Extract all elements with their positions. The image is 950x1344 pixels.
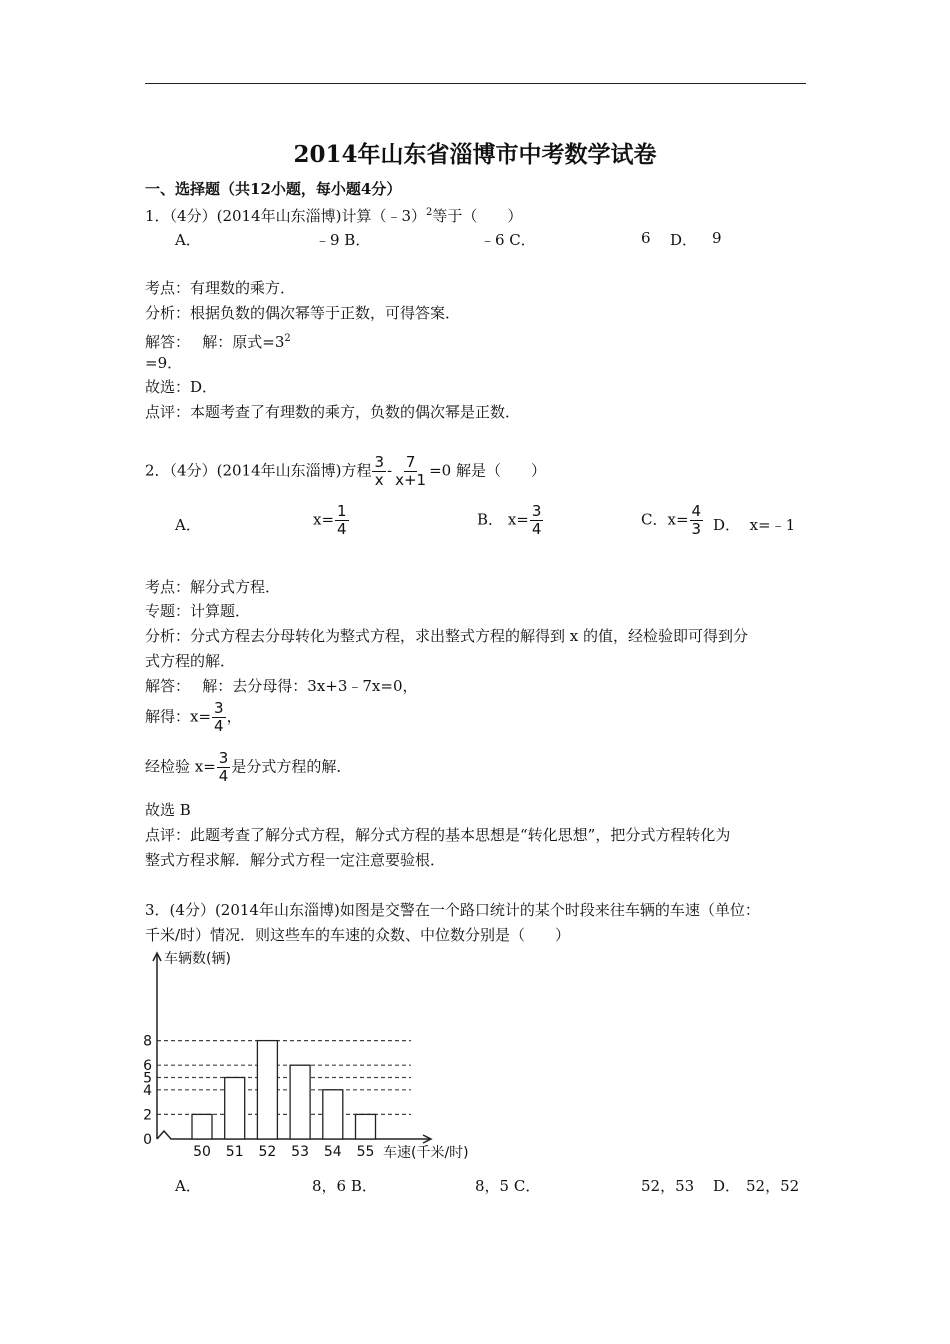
q1-option-b-c: ﹣6 C． xyxy=(480,231,536,249)
q2-option-c: C．x= $\frac{4}{3}$ xyxy=(641,502,702,538)
q2-dianping-line2: 整式方程求解．解分式方程一定注意要验根． xyxy=(145,851,446,869)
x-tick-label: 51 xyxy=(225,1144,244,1160)
bar xyxy=(225,1078,245,1140)
q1-jieda: 解答： 解：原式$=3^2$ xyxy=(145,333,291,351)
q2-stem: 2．（4分）(2014年山东淄博)方程 $\frac{3}{x}$ - $\frac{7}{x+1}$ =0 解是（ ） xyxy=(145,453,546,489)
speed-bar-chart xyxy=(135,945,505,1170)
q2-option-d: D． x=﹣1 xyxy=(713,516,796,534)
q3-option-b-c: 8，5 C． xyxy=(475,1177,541,1195)
x-tick-label: 54 xyxy=(323,1144,342,1160)
q2-option-a-label: A． xyxy=(175,516,201,534)
q3-stem-line2: 千米/时）情况．则这些车的车速的众数、中位数分别是（ ） xyxy=(145,926,571,944)
q2-jieda: 解答： 解：去分母得：3x+3﹣7x=0， xyxy=(145,677,418,695)
x-tick-label: 52 xyxy=(258,1144,277,1160)
bar xyxy=(192,1114,212,1139)
y-tick-label: 2 xyxy=(143,1107,152,1124)
q2-option-a-value: x= $\frac{1}{4}$ xyxy=(313,502,347,538)
q1-kaodian: 考点：有理数的乘方． xyxy=(145,279,296,297)
q1-option-a-b: ﹣9 B． xyxy=(315,231,371,249)
q1-stem: 1．（4分）(2014年山东淄博)计算（﹣3）$^2$等于（ ） xyxy=(145,207,523,225)
q2-dianping-line1: 点评：此题考查了解分式方程，解分式方程的基本思想是“转化思想”，把分式方程转化为 xyxy=(145,826,731,844)
y-tick-label: 6 xyxy=(143,1058,152,1075)
q3-option-d-label: D． xyxy=(713,1177,741,1195)
q2-fenxi-line1: 分析：分式方程去分母转化为整式方程，求出整式方程的解得到 x 的值，经检验即可得到分 xyxy=(145,627,748,645)
q2-kaodian: 考点：解分式方程． xyxy=(145,578,281,596)
q1-jieda-result: =9． xyxy=(145,354,183,372)
x-axis-title: 车速(千米/时) xyxy=(383,1145,469,1161)
x-tick-label: 55 xyxy=(356,1144,375,1160)
bar xyxy=(323,1090,343,1139)
q2-zhuanti: 专题：计算题． xyxy=(145,602,251,620)
q1-fenxi: 分析：根据负数的偶次幂等于正数，可得答案． xyxy=(145,304,461,322)
q2-option-b: B． x= $\frac{3}{4}$ xyxy=(477,502,542,538)
q2-jianyan: 经检验 x= $\frac{3}{4}$ 是分式方程的解． xyxy=(145,749,352,785)
q1-dianping: 点评：本题考查了有理数的乘方，负数的偶次幂是正数． xyxy=(145,403,521,421)
q1-option-a-label: A． xyxy=(175,231,201,249)
q2-fraction-1: $\frac{3}{x}$ xyxy=(374,453,385,489)
q1-option-d-value: 9 xyxy=(712,229,722,247)
q1-option-d-label: D． xyxy=(670,231,698,249)
page-title: 2014年山东省淄博市中考数学试卷 xyxy=(293,141,657,168)
q2-fenxi-line2: 式方程的解． xyxy=(145,652,236,670)
q2-jiede: 解得：x= $\frac{3}{4}$ ， xyxy=(145,699,242,735)
q3-option-a-label: A． xyxy=(175,1177,201,1195)
bar xyxy=(356,1114,376,1139)
bar xyxy=(257,1041,277,1139)
q1-guxuan: 故选：D． xyxy=(145,378,218,396)
q2-guxuan: 故选 B xyxy=(145,801,191,819)
y-tick-label: 5 xyxy=(143,1070,152,1087)
q3-option-a-b: 8，6 B． xyxy=(312,1177,377,1195)
header-rule xyxy=(145,83,806,84)
y-tick-label: 0 xyxy=(143,1132,152,1148)
bar xyxy=(290,1065,310,1139)
y-tick-label: 8 xyxy=(143,1033,152,1050)
q1-option-c-value: 6 xyxy=(641,229,651,247)
q3-option-d-value: 52，52 xyxy=(746,1177,800,1195)
x-tick-label: 53 xyxy=(291,1144,310,1160)
section-heading: 一、选择题（共12小题，每小题4分） xyxy=(145,180,402,198)
q3-option-c-value: 52，53 xyxy=(641,1177,695,1195)
y-tick-label: 4 xyxy=(143,1082,152,1099)
y-axis-title: 车辆数(辆) xyxy=(164,951,231,967)
q2-fraction-2: $\frac{7}{x+1}$ xyxy=(395,453,427,489)
q3-stem-line1: 3．(4分）(2014年山东淄博)如图是交警在一个路口统计的某个时段来往车辆的车速（单位： xyxy=(145,901,760,919)
x-tick-label: 50 xyxy=(193,1144,211,1160)
